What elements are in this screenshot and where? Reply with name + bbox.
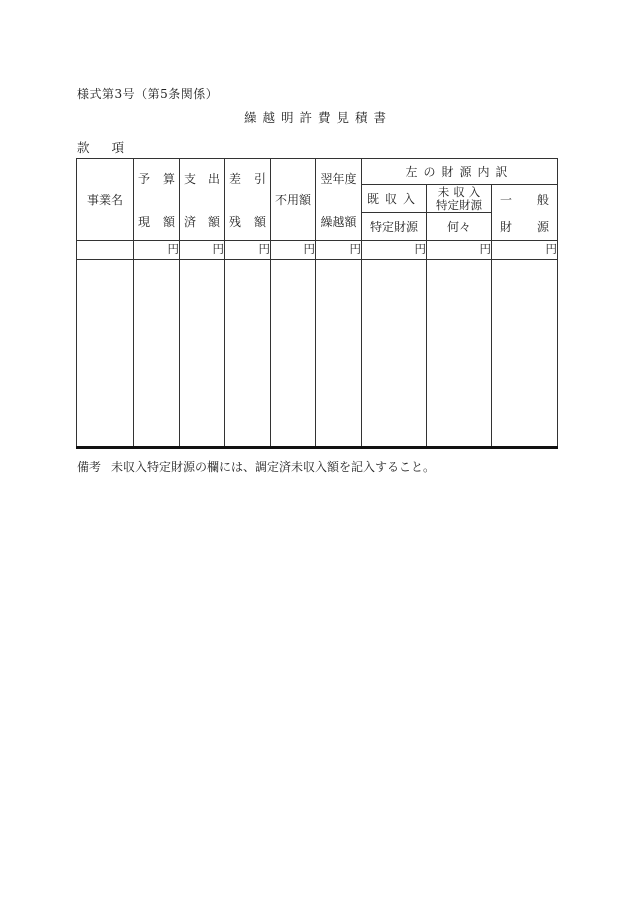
nannan-header: 何々	[427, 213, 492, 241]
entry-cell	[77, 260, 134, 448]
shishutsu-header: 支 出 済 額	[180, 159, 225, 241]
yen-unit: 円	[492, 241, 558, 260]
kan-label: 款	[77, 140, 90, 155]
jigyomei-header: 事業名	[77, 159, 134, 241]
entry-cell	[271, 260, 316, 448]
remarks-label: 備考	[77, 460, 102, 474]
entry-cell	[180, 260, 225, 448]
yen-unit: 円	[271, 241, 316, 260]
entry-cell	[492, 260, 558, 448]
entry-cell	[316, 260, 362, 448]
fuyogaku-header: 不用額	[271, 159, 316, 241]
kishunyu-tokutei-header: 特定財源	[362, 213, 427, 241]
kan-kou-line	[77, 138, 124, 156]
entry-cell	[134, 260, 180, 448]
entry-cell	[427, 260, 492, 448]
kishunyu-header: 既収入	[362, 185, 427, 213]
sahiki-header: 差 引 残 額	[225, 159, 271, 241]
zaigen-uchiwake-header: 左の財源内訳	[362, 159, 558, 185]
ippan-zaigen-header: 一 般 財 源	[492, 185, 558, 241]
remarks-text: 未収入特定財源の欄には、調定済未収入額を記入すること。	[111, 460, 436, 474]
yen-unit: 円	[362, 241, 427, 260]
entry-cell	[225, 260, 271, 448]
document-title: 繰越明許費見積書	[243, 110, 392, 125]
form-number: 様式第3号（第5条関係）	[77, 87, 219, 101]
yen-unit: 円	[316, 241, 362, 260]
remarks	[77, 458, 435, 475]
yen-unit: 円	[134, 241, 180, 260]
kou-label: 項	[111, 140, 125, 155]
yosan-header: 予 算 現 額	[134, 159, 180, 241]
yen-unit: 円	[180, 241, 225, 260]
mishunyu-header: 未収入 特定財源	[427, 185, 492, 213]
yen-unit: 円	[225, 241, 271, 260]
estimate-table	[76, 158, 558, 449]
jigyomei-cell	[77, 241, 134, 260]
entry-cell	[362, 260, 427, 448]
yen-unit: 円	[427, 241, 492, 260]
kurikoshi-header: 翌年度 繰越額	[316, 159, 362, 241]
